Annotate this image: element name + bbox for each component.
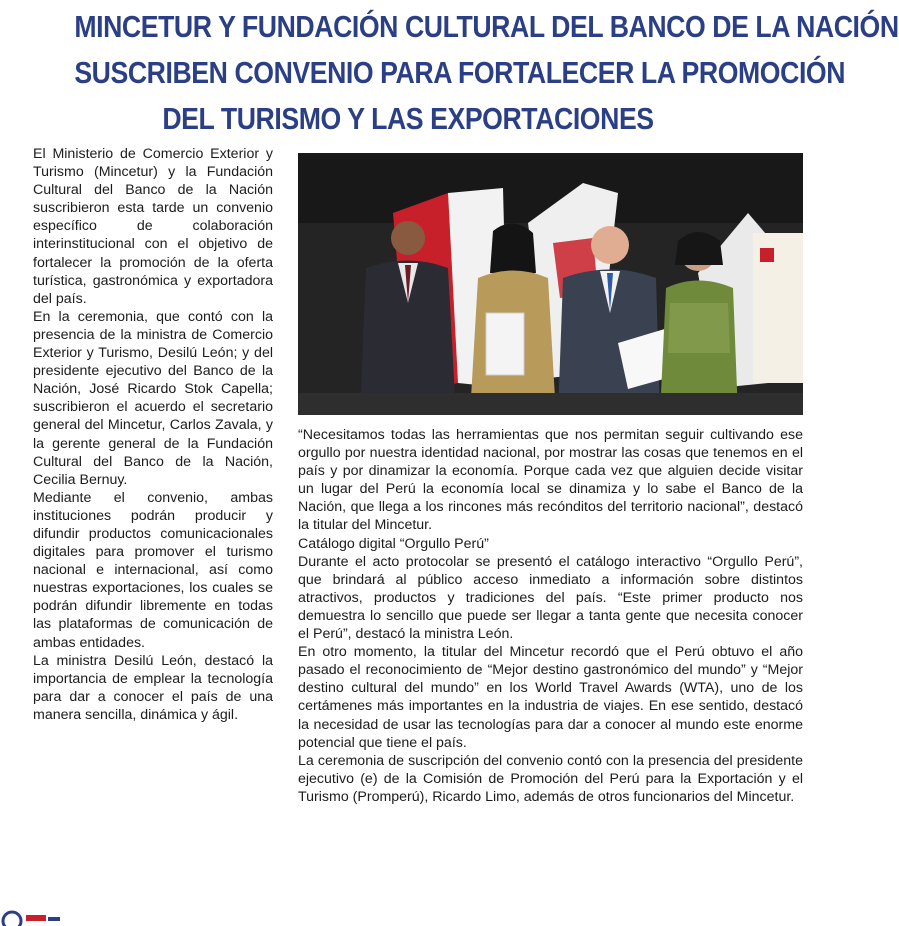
- paragraph: Mediante el convenio, ambas instituciones podrán producir y difundir productos comunicacionales digitales para promover el turismo nacional e internacional, así como nuestras exportaciones, los cuales se podrán difundir libremente en todas las plataformas de comunicación de ambas entidades.: [33, 489, 273, 651]
- footer-logo: [0, 908, 120, 920]
- paragraph: El Ministerio de Comercio Exterior y Turismo (Mincetur) y la Fundación Cultural del Banco de la Nación suscribieron esta tarde un convenio específico de colaboración interinstitucional con el objetivo de fortalecer la promoción de la oferta turística, gastronómica y exportadora del país.: [33, 146, 273, 307]
- logo-icon: [0, 909, 120, 921]
- paragraph: “Necesitamos todas las herramientas que nos permitan seguir cultivando ese orgullo por nuestra identidad nacional, por mostrar las cosas que tenemos en el país y por dinamizar la economía. Porque cada vez que alguien decide visitar un lugar del Perú la economía local se dinamiza y lo sabe el Banco de la Nación, que llega a los rincones más recónditos del territorio nacional”, destacó la titular del Mincetur.: [298, 427, 803, 534]
- signing-ceremony-photo: [298, 153, 803, 415]
- headline: [74, 4, 899, 142]
- headline-line-1: MINCETUR Y FUNDACIÓN CULTURAL DEL BANCO DE LA NACIÓN: [74, 9, 899, 44]
- paragraph: En la ceremonia, que contó con la presencia de la ministra de Comercio Exterior y Turismo, Desilú León; y del presidente ejecutivo del Banco de la Nación, José Ricardo Stok Capella; suscribieron el acuerdo el secretario general del Mincetur, Carlos Zavala, y la gerente general de la Fundación Cultural del Banco de la Nación, Cecilia Bernuy.: [33, 308, 273, 488]
- paragraph: En otro momento, la titular del Mincetur recordó que el Perú obtuvo el año pasado el reconocimiento de “Mejor destino gastronómico del mundo” y “Mejor destino cultural del mundo” en los World Travel Awards (WTA), uno de los certámenes más importantes en la industria de viajes. En ese sentido, destacó la necesidad de usar las tecnologías para dar a conocer al mundo este enorme potencial que tiene el país.: [298, 644, 803, 751]
- paragraph: Durante el acto protocolar se presentó el catálogo interactivo “Orgullo Perú”, que brindará al público acceso inmediato a información sobre distintos atractivos, productos y tradiciones del país. “Este primer producto nos demuestra lo sencillo que puede ser llegar a tanta gente que necesita conocer el Perú”, destacó la ministra León.: [298, 553, 803, 643]
- headline-line-2: SUSCRIBEN CONVENIO PARA FORTALECER LA PROMOCIÓN: [74, 55, 846, 90]
- right-column: [298, 426, 803, 806]
- photo-illustration: [298, 153, 803, 415]
- section-subheading: Catálogo digital “Orgullo Perú”: [298, 535, 489, 552]
- paragraph: La ministra Desilú León, destacó la importancia de emplear la tecnología para dar a conocer el país de una manera sencilla, dinámica y ágil.: [33, 652, 273, 723]
- headline-line-3: DEL TURISMO Y LAS EXPORTACIONES: [162, 101, 654, 136]
- paragraph: La ceremonia de suscripción del convenio contó con la presencia del presidente ejecutivo (e) de la Comisión de Promoción del Perú para la Exportación y el Turismo (Promperú), Ricardo Limo, además de otros funcionarios del Mincetur.: [298, 752, 803, 805]
- left-column: [33, 145, 273, 724]
